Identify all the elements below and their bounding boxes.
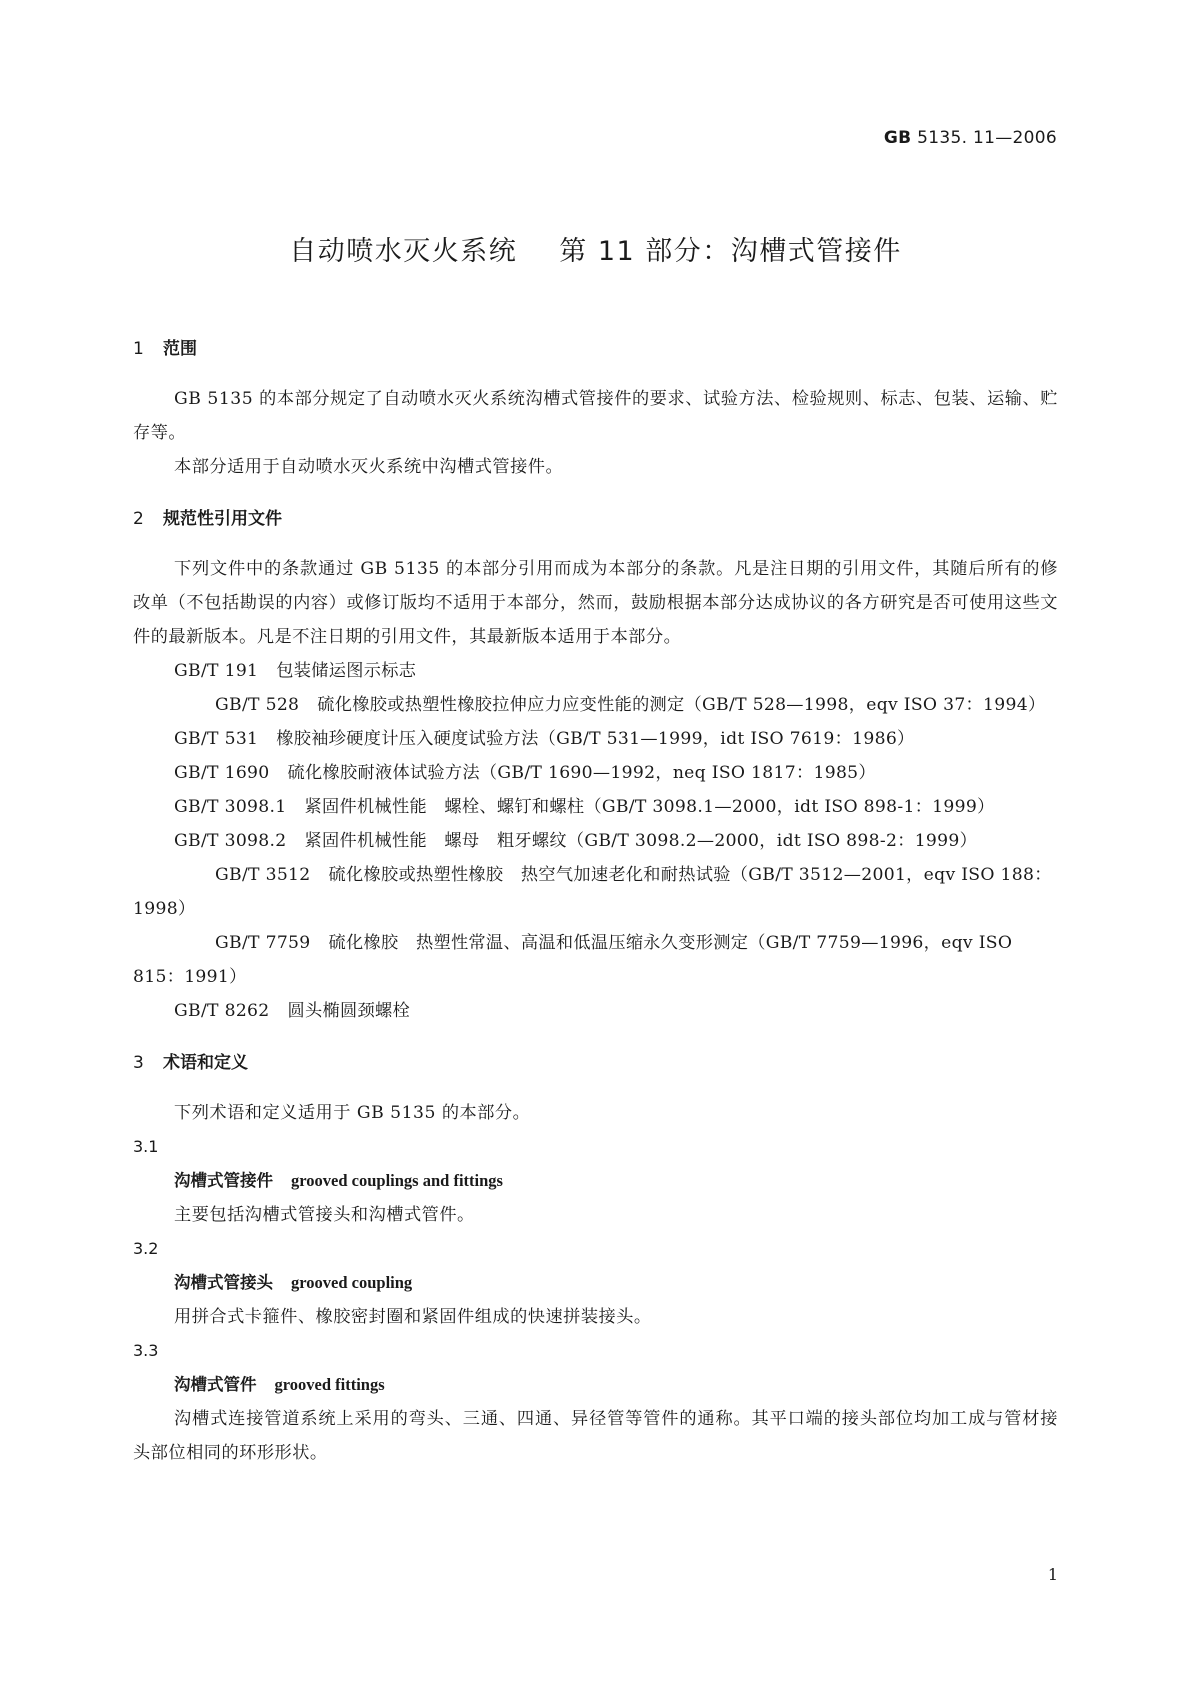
term-chinese: 沟槽式管接头	[174, 1273, 273, 1292]
term-number: 3.1	[133, 1137, 159, 1156]
term-definition: 主要包括沟槽式管接头和沟槽式管件。	[174, 1205, 475, 1225]
reference-title: 硫化橡胶 热塑性常温、高温和低温压缩永久变形测定（GB/T 7759—1996，eqv ISO 815：1991）	[133, 933, 1013, 987]
reference-title: 硫化橡胶或热塑性橡胶 热空气加速老化和耐热试验（GB/T 3512—2001，eqv ISO 188：1998）	[133, 865, 1052, 919]
section-title: 术语和定义	[163, 1053, 248, 1073]
term-heading	[133, 1164, 1058, 1198]
section-heading	[133, 1046, 1058, 1080]
reference-item	[133, 688, 1058, 722]
standard-code: 5135. 11—2006	[917, 128, 1057, 148]
reference-code: GB/T 3098.2	[174, 831, 287, 851]
document-body	[133, 332, 1058, 1488]
reference-item	[133, 858, 1058, 926]
title-part-1: 自动喷水灭火系统	[289, 236, 518, 267]
reference-title: 橡胶袖珍硬度计压入硬度试验方法（GB/T 531—1999，idt ISO 7619：1986）	[276, 729, 915, 749]
term-definition: 用拼合式卡箍件、橡胶密封圈和紧固件组成的快速拼装接头。	[174, 1307, 652, 1327]
term-english: grooved fittings	[274, 1375, 385, 1394]
reference-title: 紧固件机械性能 螺栓、螺钉和螺柱（GB/T 3098.1—2000，idt ISO 898-1：1999）	[304, 797, 995, 817]
term-number: 3.2	[133, 1239, 159, 1258]
reference-item	[133, 994, 1058, 1028]
section-terms	[133, 1046, 1058, 1470]
reference-title: 硫化橡胶耐液体试验方法（GB/T 1690—1992，neq ISO 1817：1985）	[287, 763, 876, 783]
reference-title: 紧固件机械性能 螺母 粗牙螺纹（GB/T 3098.2—2000，idt ISO 898-2：1999）	[304, 831, 978, 851]
reference-code: GB/T 1690	[174, 763, 270, 783]
standard-prefix: GB	[883, 128, 912, 148]
section-heading	[133, 502, 1058, 536]
standard-number	[884, 128, 1057, 148]
section-references	[133, 502, 1058, 1028]
reference-code: GB/T 7759	[215, 933, 311, 953]
reference-code: GB/T 3098.1	[174, 797, 287, 817]
reference-title: 硫化橡胶或热塑性橡胶拉伸应力应变性能的测定（GB/T 528—1998，eqv ISO 37：1994）	[317, 695, 1046, 715]
term-definition: 沟槽式连接管道系统上采用的弯头、三通、四通、异径管等管件的通称。其平口端的接头部位均加工成与管材接头部位相同的环形形状。	[133, 1409, 1058, 1463]
section-number: 3	[133, 1053, 144, 1073]
section-title: 规范性引用文件	[163, 509, 282, 529]
section-number: 1	[133, 339, 144, 359]
reference-code: GB/T 191	[174, 661, 259, 681]
reference-item	[133, 756, 1058, 790]
section-scope	[133, 332, 1058, 484]
reference-title: 包装储运图示标志	[276, 661, 417, 681]
paragraph: 下列文件中的条款通过 GB 5135 的本部分引用而成为本部分的条款。凡是注日期的引用文件，其随后所有的修改单（不包括勘误的内容）或修订版均不适用于本部分，然而，鼓励根据本部分达成协议的各方研究是否可使用这些文件的最新版本。凡是不注日期的引用文件，其最新版本适用于本部分。	[133, 559, 1058, 647]
paragraph: GB 5135 的本部分规定了自动喷水灭火系统沟槽式管接件的要求、试验方法、检验规则、标志、包装、运输、贮存等。	[133, 389, 1058, 443]
reference-title: 圆头椭圆颈螺栓	[287, 1001, 410, 1021]
title-part-2: 第 11 部分：沟槽式管接件	[559, 236, 902, 267]
section-number: 2	[133, 509, 144, 529]
reference-code: GB/T 8262	[174, 1001, 270, 1021]
page-number: 1	[1047, 1565, 1058, 1584]
term-heading	[133, 1266, 1058, 1300]
term-heading	[133, 1368, 1058, 1402]
paragraph: 下列术语和定义适用于 GB 5135 的本部分。	[174, 1103, 531, 1123]
reference-item	[133, 926, 1058, 994]
term-english: grooved couplings and fittings	[291, 1171, 503, 1190]
reference-code: GB/T 531	[174, 729, 259, 749]
reference-code: GB/T 528	[215, 695, 300, 715]
reference-item	[133, 790, 1058, 824]
term-chinese: 沟槽式管件	[174, 1375, 257, 1394]
term-chinese: 沟槽式管接件	[174, 1171, 273, 1190]
reference-item	[133, 654, 1058, 688]
term-english: grooved coupling	[291, 1273, 413, 1292]
reference-item	[133, 722, 1058, 756]
reference-item	[133, 824, 1058, 858]
paragraph: 本部分适用于自动喷水灭火系统中沟槽式管接件。	[174, 457, 564, 477]
reference-code: GB/T 3512	[215, 865, 311, 885]
section-heading	[133, 332, 1058, 366]
section-title: 范围	[163, 339, 197, 359]
term-number: 3.3	[133, 1341, 159, 1360]
document-title	[0, 229, 1191, 268]
